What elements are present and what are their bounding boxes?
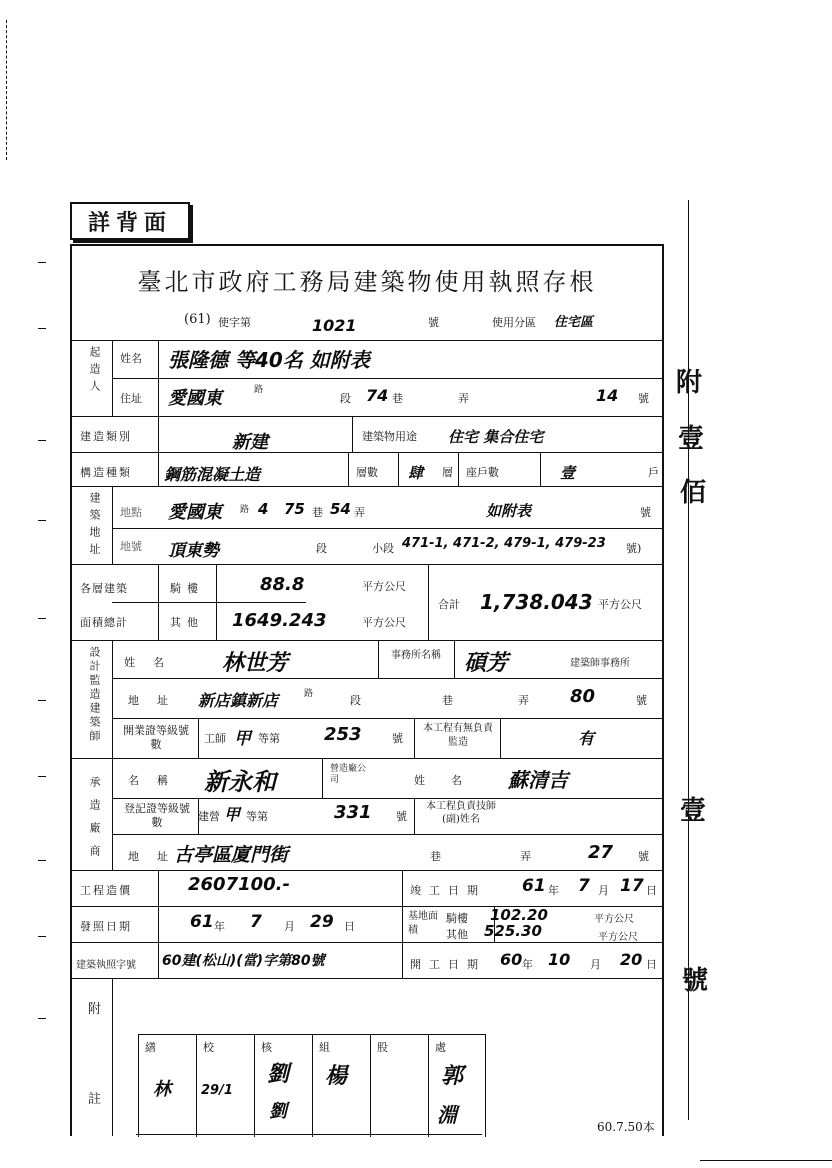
sign-initial-3: 楊: [325, 1064, 348, 1089]
designer-address: 新店鎮新店: [198, 691, 279, 710]
edge-char-2: 壹: [678, 424, 705, 454]
permit-hao: 號: [428, 316, 439, 329]
contractor-company-label: 營造廠公司: [330, 764, 367, 785]
completion-month-unit: 月: [598, 884, 609, 897]
site-area-arcade-label: 騎樓: [446, 912, 468, 925]
site-district: 頂東勢: [168, 541, 219, 561]
completion-year-unit: 年: [548, 884, 559, 897]
edge-char-4: 壹: [680, 796, 707, 826]
building-class-value: 新建: [232, 432, 268, 453]
sign-col-3: 核: [261, 1041, 272, 1054]
issue-day-unit: 日: [344, 920, 355, 933]
designer-road-label: 路: [304, 689, 314, 699]
sign-box: [138, 1034, 486, 1137]
cost-value: 2607100.-: [188, 874, 290, 895]
contractor-reg-grade: 甲: [224, 805, 241, 824]
builder-address-label: 住址: [120, 392, 142, 405]
contractor-address-label: 地址: [128, 850, 186, 863]
builder-lane: 74: [366, 386, 389, 405]
site-road: 愛國東: [168, 502, 222, 523]
building-class-label: 建造類別: [80, 430, 132, 443]
areas-label-2: 面積總計: [80, 616, 128, 629]
designer-license-label: 開業證等級號數: [123, 724, 189, 751]
sign-initial-6: 淵: [437, 1103, 457, 1127]
households-label: 座戶數: [466, 466, 499, 479]
permit-form: [70, 244, 664, 1136]
start-month-unit: 月: [590, 958, 601, 971]
site-area-other: 525.30: [484, 922, 542, 940]
designer-number: 80: [570, 686, 596, 707]
start-label: 開工日期: [410, 958, 486, 971]
areas-other: 1649.243: [232, 610, 327, 631]
contractor-name: 新永和: [204, 768, 276, 796]
edge-char-1: 附: [676, 368, 703, 398]
zoning-label: 使用分區: [492, 316, 536, 329]
completion-label: 竣工日期: [410, 884, 486, 897]
contractor-name-label: 名稱: [128, 774, 186, 787]
completion-month: 7: [578, 876, 590, 896]
site-area-other-label: 其他: [446, 928, 468, 941]
contractor-address: 古亭區廈門街: [174, 844, 289, 866]
issue-label: 發照日期: [80, 920, 132, 933]
sign-col-6: 處: [435, 1041, 446, 1054]
builder-group-label: 起造人: [88, 346, 101, 397]
building-use-value: 住宅 集合住宅: [448, 428, 544, 446]
areas-unit-1: 平方公尺: [362, 580, 406, 593]
sign-initial-1: 林: [153, 1079, 171, 1100]
site-lane: 75: [284, 500, 305, 518]
completion-day: 17: [620, 876, 644, 896]
site-section: 4: [258, 500, 269, 518]
areas-other-label: 其他: [170, 616, 204, 629]
scan-margin-mark: [6, 20, 7, 160]
issue-month-unit: 月: [284, 920, 295, 933]
issue-day: 29: [310, 912, 334, 932]
designer-section-label: 段: [350, 694, 361, 707]
permit-prefix: 使字第: [218, 316, 251, 329]
site-subsection-label: 小段: [372, 542, 394, 555]
contractor-person-label: 姓名: [414, 774, 488, 787]
start-year: 60: [500, 950, 523, 969]
designer-license-no: 253: [324, 724, 362, 745]
floors-value: 肆: [408, 464, 424, 482]
permit-no-label: 建築執照字號: [76, 960, 136, 971]
contractor-alley-label: 弄: [520, 850, 531, 863]
completion-day-unit: 日: [646, 884, 657, 897]
designer-lane-label: 巷: [442, 694, 453, 707]
builder-address-road: 愛國東: [168, 388, 222, 409]
contractor-lane-label: 巷: [430, 850, 441, 863]
sign-col-2: 校: [203, 1041, 214, 1054]
edge-char-5: 號: [682, 966, 709, 996]
designer-supervise-label: 本工程有無負責監造: [423, 723, 493, 748]
builder-lane-label: 巷: [392, 392, 403, 405]
areas-total: 1,738.043: [480, 590, 593, 614]
completion-year: 61: [522, 876, 546, 896]
permit-year: (61): [184, 312, 211, 327]
site-area-arcade: 102.20: [490, 906, 548, 924]
designer-supervise: 有: [578, 729, 595, 748]
issue-year-unit: 年: [214, 920, 225, 933]
site-location-label: 地點: [120, 506, 142, 519]
designer-name: 林世芳: [222, 651, 289, 676]
site-area-unit-1: 平方公尺: [594, 914, 634, 925]
permit-number: 1021: [312, 316, 357, 335]
contractor-tech-label: 本工程負責技師(副)姓名: [426, 801, 496, 825]
sign-date-mark: 29/1: [201, 1083, 233, 1098]
contractor-number: 27: [588, 842, 614, 863]
builder-number: 14: [596, 386, 619, 405]
contractor-reg-label: 登記證等級號數: [124, 802, 190, 829]
designer-hao: 號: [636, 694, 647, 707]
remarks-label-2: 註: [88, 1092, 102, 1107]
contractor-hao: 號: [638, 850, 649, 863]
site-alley: 54: [330, 500, 351, 518]
designer-license-grade: 甲: [234, 729, 251, 749]
designer-license-grade-label: 等第: [258, 732, 280, 745]
permit-no-value: 60建(松山)(當)字第80號: [162, 953, 325, 969]
cost-label: 工程造價: [80, 884, 132, 897]
designer-group-label: 設計監造建築師: [88, 646, 101, 744]
form-title: 臺北市政府工務局建築物使用執照存根: [137, 268, 597, 296]
site-note: 如附表: [486, 502, 532, 520]
contractor-reg-prefix: 建營: [198, 810, 220, 823]
contractor-reg-hao: 號: [396, 810, 407, 823]
site-road-label: 路: [240, 505, 250, 515]
sign-initial-5: 郭: [441, 1064, 464, 1089]
site-section-label: 段: [316, 542, 327, 555]
neighbour-page-edge: [688, 200, 689, 1120]
contractor-reg-no: 331: [334, 802, 372, 823]
site-alley-label: 弄: [354, 506, 365, 519]
sign-initial-2: 劉: [267, 1062, 290, 1087]
floors-label: 層數: [356, 466, 378, 479]
site-lot-label: 地號: [120, 540, 142, 553]
designer-name-label: 姓名: [124, 656, 182, 669]
contractor-reg-grade-label: 等第: [246, 810, 268, 823]
site-lane-label: 巷: [312, 506, 323, 519]
building-use-label: 建築物用途: [362, 430, 417, 443]
contractor-person: 蘇清吉: [508, 768, 568, 792]
site-lots-suffix: 號): [626, 542, 642, 555]
structure-label: 構造種類: [80, 466, 132, 479]
contractor-group-label: 承造廠商: [88, 776, 101, 868]
remarks-label-1: 附: [88, 1002, 102, 1017]
form-print-code: 60.7.50本: [597, 1120, 655, 1134]
neighbour-page-bottom: [700, 1160, 832, 1161]
start-year-unit: 年: [522, 958, 533, 971]
edge-char-3: 佰: [680, 478, 707, 508]
areas-total-unit: 平方公尺: [598, 598, 642, 611]
structure-value: 鋼筋混凝土造: [164, 465, 261, 484]
site-group-label: 建築地址: [88, 492, 101, 560]
issue-month: 7: [250, 912, 262, 932]
designer-license-prefix: 工師: [204, 732, 226, 745]
designer-alley-label: 弄: [518, 694, 529, 707]
builder-name: 張隆德 等40名 如附表: [168, 348, 370, 372]
site-area-unit-2: 平方公尺: [598, 932, 638, 943]
areas-label-1: 各層建築: [80, 582, 128, 595]
areas-arcade-label: 騎樓: [170, 582, 204, 595]
households-unit: 戶: [648, 466, 659, 479]
designer-office-label: 事務所名稱: [391, 650, 441, 661]
start-day-unit: 日: [646, 958, 657, 971]
sign-col-1: 繕: [145, 1041, 156, 1054]
site-lots: 471-1, 471-2, 479-1, 479-23: [402, 536, 606, 551]
floors-unit: 層: [442, 466, 453, 479]
builder-road-label: 路: [254, 385, 264, 395]
zoning-value: 住宅區: [554, 315, 594, 330]
sign-col-5: 股: [377, 1041, 388, 1054]
issue-year: 61: [190, 912, 214, 932]
detail-back-stamp: 詳背面: [70, 202, 190, 240]
designer-address-label: 地址: [128, 694, 186, 707]
site-area-label: 基地面積: [408, 911, 438, 936]
designer-office-suffix: 建築師事務所: [570, 658, 630, 669]
start-day: 20: [620, 950, 643, 969]
designer-office: 碩芳: [464, 651, 509, 676]
sign-col-4: 組: [319, 1041, 330, 1054]
start-month: 10: [548, 950, 571, 969]
areas-unit-2: 平方公尺: [362, 616, 406, 629]
builder-alley-label: 弄: [458, 392, 469, 405]
builder-section-label: 段: [340, 392, 351, 405]
designer-license-hao: 號: [392, 732, 403, 745]
sign-initial-4: 劉: [269, 1101, 287, 1122]
builder-name-label: 姓名: [120, 352, 142, 365]
households-value: 壹: [560, 464, 576, 482]
site-hao: 號: [640, 506, 651, 519]
areas-arcade: 88.8: [260, 574, 305, 595]
builder-hao: 號: [638, 392, 649, 405]
areas-total-label: 合計: [438, 598, 460, 611]
